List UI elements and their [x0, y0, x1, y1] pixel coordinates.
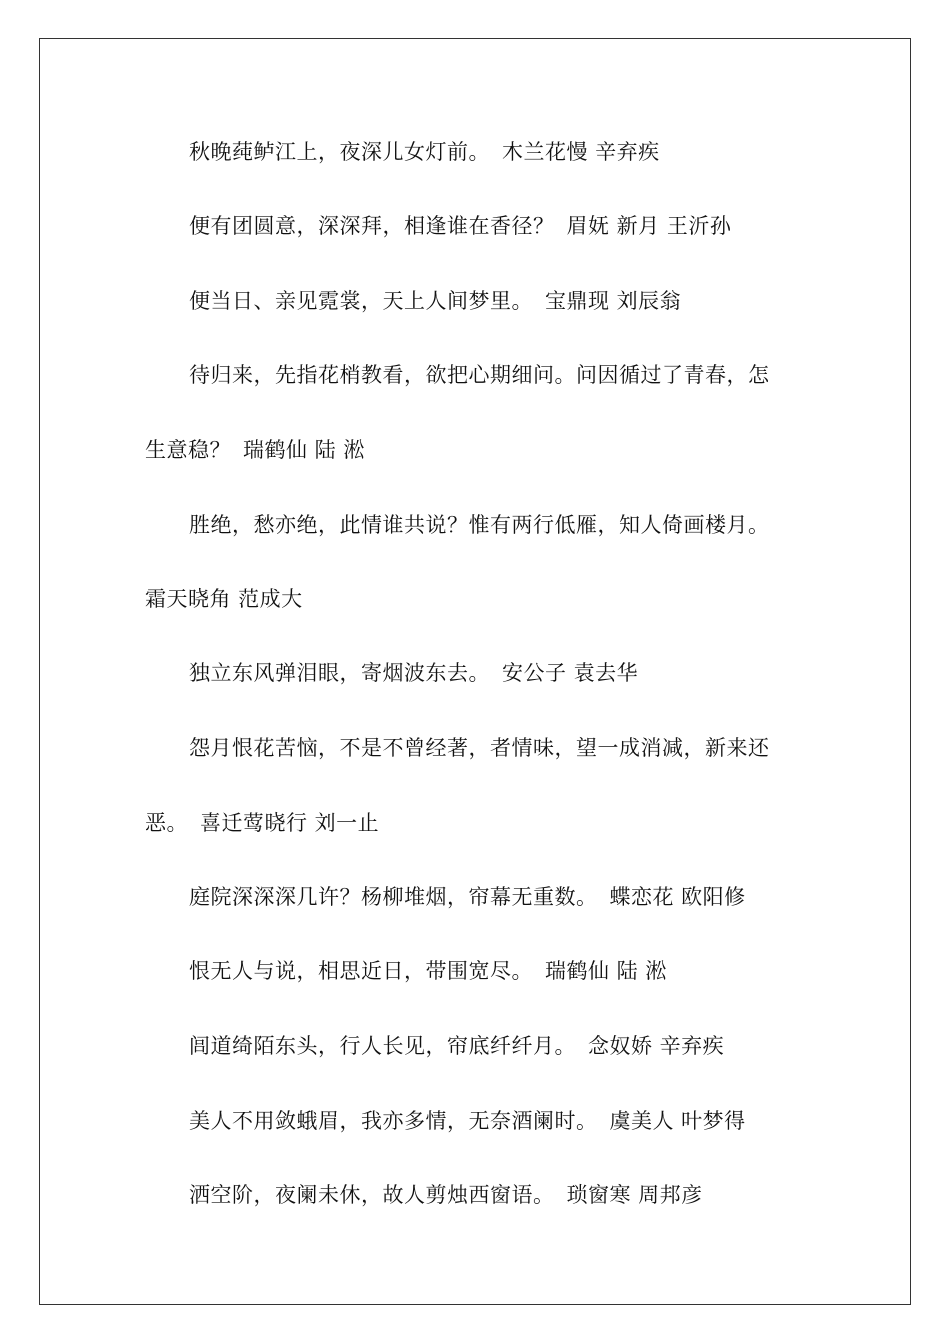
- verse-text: 待归来，先指花梢教看，欲把心期细问。问因循过了青春，怎: [189, 363, 770, 387]
- verse-text: 便当日、亲见霓裳，天上人间梦里。: [189, 289, 533, 313]
- poem-line-14: [189, 1108, 849, 1134]
- verse-source: 瑞鹤仙 陆 淞: [243, 438, 365, 462]
- verse-text: 便有团圆意，深深拜，相逢谁在香径？: [189, 214, 555, 238]
- verse-source: 眉妩 新月 王沂孙: [566, 214, 732, 238]
- poem-line-10: [145, 810, 805, 836]
- poem-line-3: [189, 288, 849, 314]
- verse-text: 庭院深深深几许？杨柳堆烟，帘幕无重数。: [189, 885, 598, 909]
- verse-text: 恨无人与说，相思近日，带围宽尽。: [189, 959, 533, 983]
- poem-line-5: [145, 437, 805, 463]
- poem-line-6: [189, 512, 849, 538]
- poem-line-13: [189, 1033, 849, 1059]
- verse-source: 蝶恋花 欧阳修: [609, 885, 746, 909]
- verse-source: 霜天晓角 范成大: [145, 587, 303, 611]
- poem-line-4: [189, 362, 849, 388]
- poem-line-12: [189, 958, 849, 984]
- verse-source: 琐窗寒 周邦彦: [566, 1183, 703, 1207]
- verse-source: 念奴娇 辛弃疾: [588, 1034, 725, 1058]
- verse-text: 洒空阶，夜阑未休，故人剪烛西窗语。: [189, 1183, 555, 1207]
- poem-line-15: [189, 1182, 849, 1208]
- poem-line-8: [189, 660, 849, 686]
- poem-line-11: [189, 884, 849, 910]
- verse-text: 生意稳？: [145, 438, 231, 462]
- poem-line-2: [189, 213, 849, 239]
- poem-line-9: [189, 735, 849, 761]
- verse-text: 美人不用敛蛾眉，我亦多情，无奈酒阑时。: [189, 1109, 598, 1133]
- verse-text: 独立东风弹泪眼，寄烟波东去。: [189, 661, 490, 685]
- verse-source: 木兰花慢 辛弃疾: [502, 140, 660, 164]
- verse-text: 恶。: [145, 811, 188, 835]
- verse-source: 宝鼎现 刘辰翁: [545, 289, 682, 313]
- verse-source: 虞美人 叶梦得: [609, 1109, 746, 1133]
- verse-text: 秋晚莼鲈江上，夜深儿女灯前。: [189, 140, 490, 164]
- verse-source: 喜迁莺晓行 刘一止: [200, 811, 380, 835]
- verse-source: 瑞鹤仙 陆 淞: [545, 959, 667, 983]
- poem-line-7: [145, 586, 805, 612]
- verse-source: 安公子 袁去华: [502, 661, 639, 685]
- poem-line-1: [189, 139, 849, 165]
- verse-text: 闾道绮陌东头，行人长见，帘底纤纤月。: [189, 1034, 576, 1058]
- verse-text: 胜绝，愁亦绝，此情谁共说？惟有两行低雁，知人倚画楼月。: [189, 513, 770, 537]
- verse-text: 怨月恨花苦恼，不是不曾经著，者情味，望一成消减，新来还: [189, 736, 770, 760]
